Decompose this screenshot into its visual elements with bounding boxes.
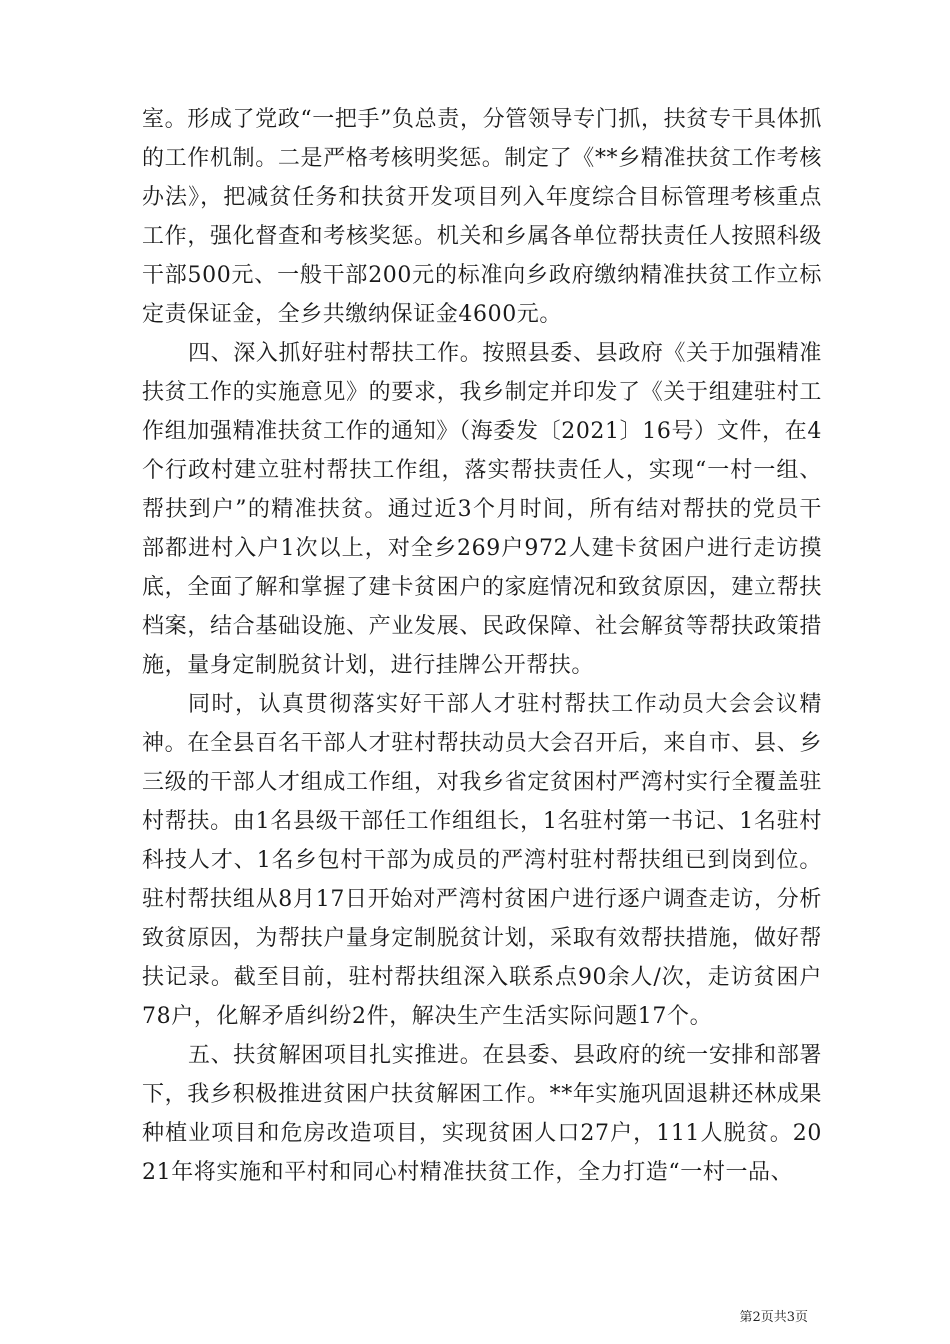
page-number: 第2页共3页 xyxy=(739,1310,808,1325)
paragraph-continuation: 室。形成了党政“一把手”负总责，分管领导专门抓，扶贫专干具体抓的工作机制。二是严格考核明奖惩。制定了《**乡精准扶贫工作考核办法》，把减贫任务和扶贫开发项目列入年度综合目标管理考核重点工作，强化督查和考核奖惩。机关和乡属各单位帮扶责任人按照科级干部500元、一般干部200元的标准向乡政府缴纳精准扶贫工作立标定责保证金，全乡共缴纳保证金4600元。 xyxy=(142,107,822,327)
document-body xyxy=(142,100,822,1192)
page-footer xyxy=(0,1306,950,1326)
paragraph-village-assistance: 四、深入抓好驻村帮扶工作。按照县委、县政府《关于加强精准扶贫工作的实施意见》的要求，我乡制定并印发了《关于组建驻村工作组加强精准扶贫工作的通知》（海委发〔2021〕16号）文件，在4个行政村建立驻村帮扶工作组，落实帮扶责任人，实现“一村一组、帮扶到户”的精准扶贫。通过近3个月时间，所有结对帮扶的党员干部都进村入户1次以上，对全乡269户972人建卡贫困户进行走访摸底，全面了解和掌握了建卡贫困户的家庭情况和致贫原因，建立帮扶档案，结合基础设施、产业发展、民政保障、社会解贫等帮扶政策措施，量身定制脱贫计划，进行挂牌公开帮扶。 xyxy=(142,341,822,678)
paragraph-poverty-projects: 五、扶贫解困项目扎实推进。在县委、县政府的统一安排和部署下，我乡积极推进贫困户扶贫解困工作。**年实施巩固退耕还林成果种植业项目和危房改造项目，实现贫困人口27户，111人脱贫。2021年将实施和平村和同心村精准扶贫工作，全力打造“一村一品、 xyxy=(142,1043,822,1185)
paragraph-cadre-mobilization: 同时，认真贯彻落实好干部人才驻村帮扶工作动员大会会议精神。在全县百名干部人才驻村帮扶动员大会召开后，来自市、县、乡三级的干部人才组成工作组，对我乡省定贫困村严湾村实行全覆盖驻村帮扶。由1名县级干部任工作组组长，1名驻村第一书记、1名驻村科技人才、1名乡包村干部为成员的严湾村驻村帮扶组已到岗到位。驻村帮扶组从8月17日开始对严湾村贫困户进行逐户调查走访，分析致贫原因，为帮扶户量身定制脱贫计划，采取有效帮扶措施，做好帮扶记录。截至目前，驻村帮扶组深入联系点90余人/次，走访贫困户78户，化解矛盾纠纷2件，解决生产生活实际问题17个。 xyxy=(142,692,822,1029)
